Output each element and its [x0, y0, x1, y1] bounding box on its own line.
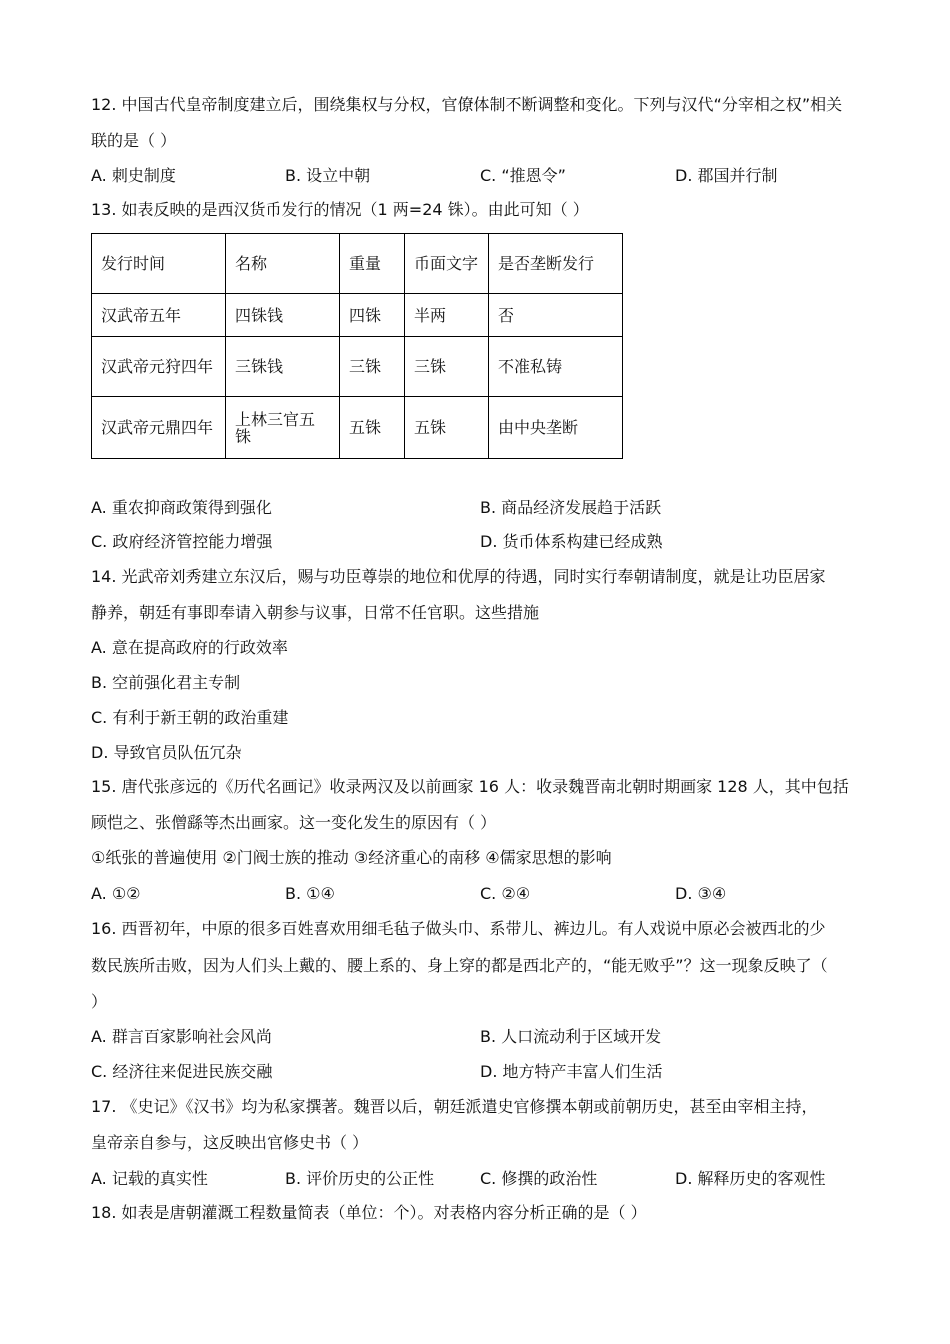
- table-cell: 上林三官五铢: [226, 397, 340, 459]
- q16-option-a: A. 群言百家影响社会风尚: [91, 1027, 272, 1046]
- q12-option-d: D. 郡国并行制: [675, 166, 778, 185]
- q15-option-d: D. ③④: [675, 884, 727, 903]
- table-cell: 四铢: [340, 294, 405, 337]
- q13-option-d: D. 货币体系构建已经成熟: [480, 532, 663, 551]
- q16-stem-line2: 数民族所击败，因为人们头上戴的、腰上系的、身上穿的都是西北产的，“能无败乎”？这一现象反映了（: [91, 956, 828, 975]
- table-header-cell: 是否垄断发行: [489, 234, 623, 294]
- table-row: [92, 294, 623, 337]
- q17-option-d: D. 解释历史的客观性: [675, 1169, 826, 1188]
- q18-stem: 18. 如表是唐朝灌溉工程数量简表（单位：个）。对表格内容分析正确的是（ ）: [91, 1203, 647, 1222]
- q14-stem-line1: 14. 光武帝刘秀建立东汉后，赐与功臣尊崇的地位和优厚的待遇，同时实行奉朝请制度，就是让功臣居家: [91, 567, 826, 586]
- q15-option-b: B. ①④: [285, 884, 335, 903]
- q12-option-c: C. “推恩令”: [480, 166, 566, 185]
- q16-stem-line1: 16. 西晋初年，中原的很多百姓喜欢用细毛毡子做头巾、系带儿、裤边儿。有人戏说中原必会被西北的少: [91, 919, 826, 938]
- table-cell: 三铢钱: [226, 337, 340, 397]
- table-header-row: [92, 234, 623, 294]
- table-cell: 不准私铸: [489, 337, 623, 397]
- q13-option-c: C. 政府经济管控能力增强: [91, 532, 273, 551]
- table-cell: 由中央垄断: [489, 397, 623, 459]
- table-cell: 三铢: [405, 337, 489, 397]
- q15-stem-line2: 顾恺之、张僧繇等杰出画家。这一变化发生的原因有（ ）: [91, 813, 497, 832]
- q17-stem-line2: 皇帝亲自参与，这反映出官修史书（ ）: [91, 1133, 369, 1152]
- table-header-cell: 重量: [340, 234, 405, 294]
- table-cell: 否: [489, 294, 623, 337]
- q16-option-b: B. 人口流动利于区域开发: [480, 1027, 662, 1046]
- table-row: [92, 337, 623, 397]
- q15-choices: ①纸张的普遍使用 ②门阀士族的推动 ③经济重心的南移 ④儒家思想的影响: [91, 848, 612, 867]
- q17-stem-line1: 17. 《史记》《汉书》均为私家撰著。魏晋以后，朝廷派遣史官修撰本朝或前朝历史，甚至由宰相主持，: [91, 1097, 818, 1116]
- table-cell: 五铢: [340, 397, 405, 459]
- table-header-cell: 发行时间: [92, 234, 226, 294]
- q14-stem-line2: 静养，朝廷有事即奉请入朝参与议事，日常不任官职。这些措施: [91, 603, 540, 622]
- q17-option-c: C. 修撰的政治性: [480, 1169, 598, 1188]
- table-header-cell: 名称: [226, 234, 340, 294]
- q14-option-c: C. 有利于新王朝的政治重建: [91, 708, 289, 727]
- q16-stem-line3: ）: [91, 992, 108, 1011]
- table-cell: 汉武帝五年: [92, 294, 226, 337]
- table-cell: 四铢钱: [226, 294, 340, 337]
- q14-option-b: B. 空前强化君主专制: [91, 673, 241, 692]
- q12-stem-line1: 12. 中国古代皇帝制度建立后，围绕集权与分权，官僚体制不断调整和变化。下列与汉代“分宰相之权”相关: [91, 95, 843, 114]
- q15-option-c: C. ②④: [480, 884, 531, 903]
- table-cell: 三铢: [340, 337, 405, 397]
- q17-option-b: B. 评价历史的公正性: [285, 1169, 435, 1188]
- q12-stem-line2: 联的是（ ）: [91, 131, 177, 150]
- q16-option-d: D. 地方特产丰富人们生活: [480, 1062, 663, 1081]
- q15-stem-line1: 15. 唐代张彦远的《历代名画记》收录两汉及以前画家 16 人：收录魏晋南北朝时期画家 128 人，其中包括: [91, 777, 849, 796]
- table-cell: 半两: [405, 294, 489, 337]
- q13-stem: 13. 如表反映的是西汉货币发行的情况（1 两=24 铢）。由此可知（ ）: [91, 200, 589, 219]
- q15-option-a: A. ①②: [91, 884, 141, 903]
- q13-option-a: A. 重农抑商政策得到强化: [91, 498, 272, 517]
- q12-option-a: A. 刺史制度: [91, 166, 176, 185]
- q14-option-d: D. 导致官员队伍冗杂: [91, 743, 242, 762]
- q16-option-c: C. 经济往来促进民族交融: [91, 1062, 273, 1081]
- table-cell: 汉武帝元鼎四年: [92, 397, 226, 459]
- q12-option-b: B. 设立中朝: [285, 166, 371, 185]
- q17-option-a: A. 记载的真实性: [91, 1169, 208, 1188]
- table-header-cell: 币面文字: [405, 234, 489, 294]
- q13-option-b: B. 商品经济发展趋于活跃: [480, 498, 662, 517]
- table-cell: 五铢: [405, 397, 489, 459]
- table-row: [92, 397, 623, 459]
- currency-table: [91, 233, 623, 459]
- q14-option-a: A. 意在提高政府的行政效率: [91, 638, 288, 657]
- table-cell: 汉武帝元狩四年: [92, 337, 226, 397]
